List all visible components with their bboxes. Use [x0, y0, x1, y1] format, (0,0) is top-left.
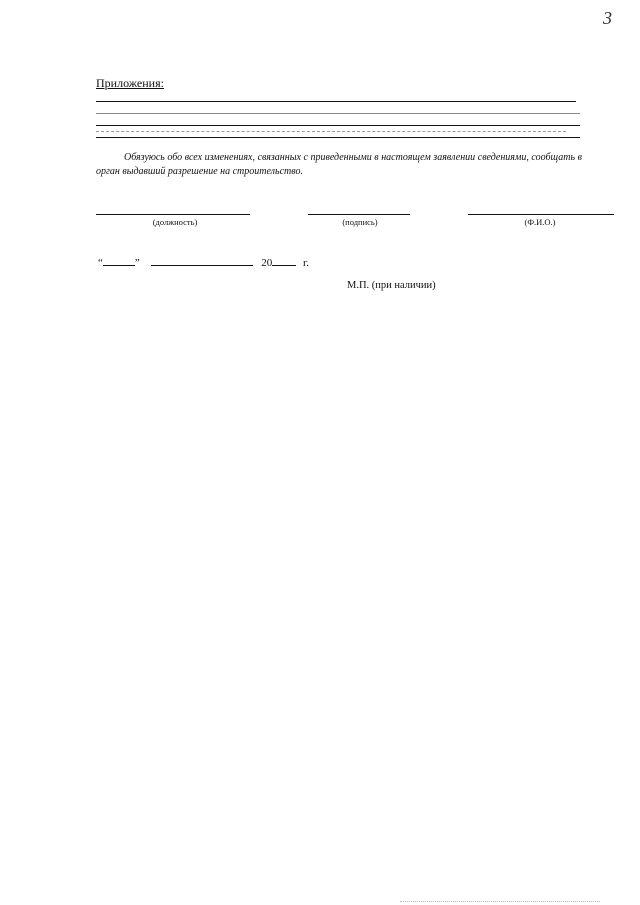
day-blank	[103, 255, 135, 266]
date-open-quote: “	[98, 257, 103, 269]
date-close-quote: ”	[134, 257, 140, 269]
commitment-paragraph: Обязуюсь обо всех изменениях, связанных с приведенными в настоящем заявлении сведениями, сообщать в орган выдавший разрешение на строительство.	[96, 152, 582, 177]
year-blank	[272, 255, 296, 266]
signature-line	[308, 214, 410, 215]
name-line	[468, 214, 614, 215]
attachment-line	[96, 113, 580, 114]
position-caption: (должность)	[152, 217, 198, 227]
date-row	[98, 255, 309, 269]
signature-caption: (подпись)	[342, 217, 378, 227]
year-suffix: г.	[303, 257, 310, 269]
attachment-line	[96, 137, 580, 138]
page-number: 3	[603, 8, 612, 28]
position-line	[96, 214, 250, 215]
attachment-line	[96, 101, 576, 102]
attachment-line	[96, 125, 580, 126]
stamp-note: М.П. (при наличии)	[347, 280, 436, 291]
attachments-title: Приложения:	[96, 76, 164, 90]
name-caption: (Ф.И.О.)	[524, 217, 556, 227]
month-blank	[151, 255, 253, 266]
year-prefix: 20	[261, 257, 273, 269]
attachment-line	[96, 131, 566, 132]
scan-artifact-line	[400, 901, 600, 902]
